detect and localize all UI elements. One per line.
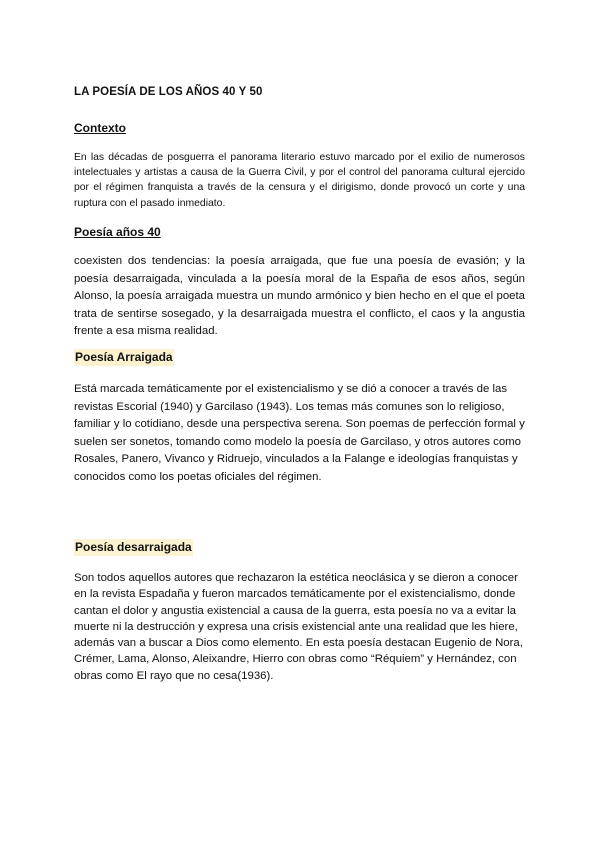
section-body-poesia-anos-40: coexisten dos tendencias: la poesía arraigada, que fue una poesía de evasión; y la poesía desarraigada, vinculada a la poesía moral de la España de esos años, según Alonso, la poesía arraigada muestra un mundo armónico y bien hecho en el que el poeta trata de sentirse sosegado, y la desarraigada muestra el conflicto, el caos y la angustia frente a esa misma realidad. <box>74 255 525 338</box>
document-title: LA POESÍA DE LOS AÑOS 40 Y 50 <box>74 86 263 98</box>
section-body-poesia-desarraigada: Son todos aquellos autores que rechazaron la estética neoclásica y se dieron a conocer en la revista Espadaña y fueron marcados temáticamente por el existencialismo, donde cantan el dolor y angustia existencial a causa de la guerra, esta poesía no va a evitar la muerte ni la destrucción y expresa una crisis existencial ante una realidad que les hiere, además van a buscar a Dios como elemento. En esta poesía destacan Eugenio de Nora, Crémer, Lama, Alonso, Aleixandre, Hierro con obras como “Réquiem” y Hernández, con obras como El rayo que no cesa(1936). <box>74 572 523 682</box>
section-heading-contexto: Contexto <box>74 121 126 135</box>
section-heading-poesia-arraigada <box>74 350 525 364</box>
highlighted-heading-text: Poesía Arraigada <box>75 350 173 364</box>
section-body-contexto: En las décadas de posguerra el panorama literario estuvo marcado por el exilio de numerosos intelectuales y artistas a causa de la Guerra Civil, y por el control del panorama cultural ejercido por el régimen franquista a través de la censura y el dirigismo, donde provocó un corte y una ruptura con el pasado inmediato. <box>74 152 525 209</box>
section-heading-poesia-anos-40: Poesía años 40 <box>74 225 161 239</box>
section-heading-poesia-desarraigada <box>74 540 525 554</box>
section-body-poesia-arraigada: Está marcada temáticamente por el existencialismo y se dió a conocer a través de las revistas Escorial (1940) y Garcilaso (1943). Los temas más comunes son lo religioso, familiar y lo cotidiano, desde una perspectiva serena. Son poemas de perfección formal y suelen ser sonetos, tomando como modelo la poesía de Garcilaso, y otros autores como Rosales, Panero, Vivanco y Ridruejo, vinculados a la Falange e ideologías franquistas y conocidos como los poetas oficiales del régimen. <box>74 383 525 483</box>
highlighted-heading-text: Poesía desarraigada <box>75 540 192 554</box>
